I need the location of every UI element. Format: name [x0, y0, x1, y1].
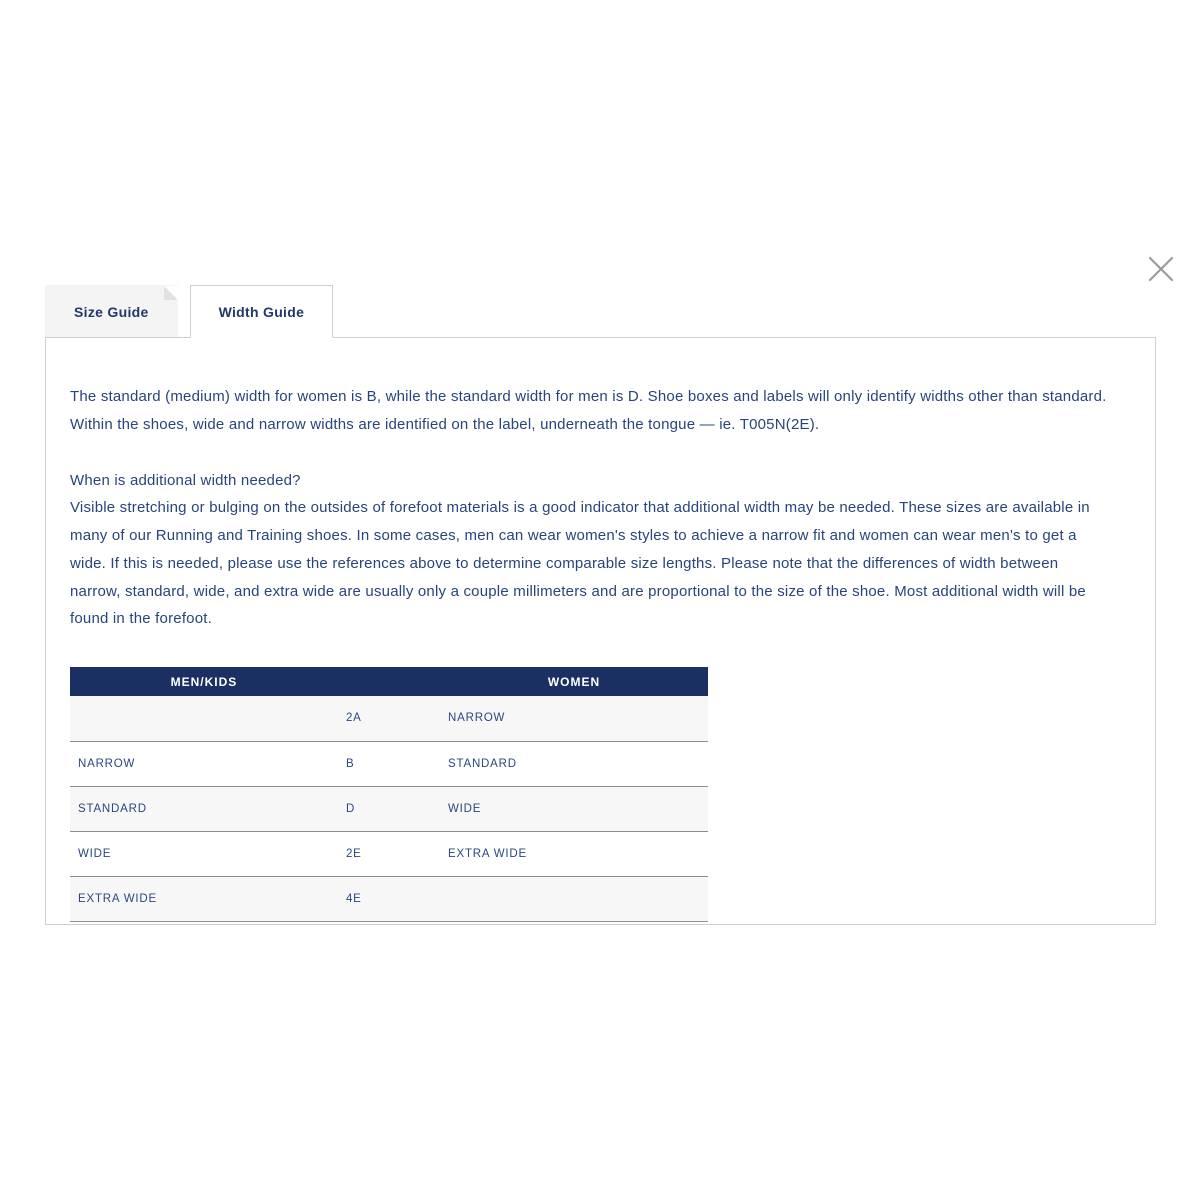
cell-code: B	[338, 741, 440, 786]
cell-code: 2A	[338, 696, 440, 741]
table-row	[70, 696, 708, 741]
width-guide-panel	[45, 337, 1156, 925]
header-women: WOMEN	[440, 667, 708, 696]
guide-tabs	[45, 285, 333, 338]
cell-men: WIDE	[70, 831, 338, 876]
cell-women	[440, 876, 708, 921]
tab-width-guide-label: Width Guide	[218, 303, 305, 320]
cell-men: NARROW	[70, 741, 338, 786]
cell-women: STANDARD	[440, 741, 708, 786]
close-button[interactable]	[1143, 251, 1179, 287]
cell-code: D	[338, 786, 440, 831]
tab-size-guide[interactable]	[45, 285, 178, 338]
table-row	[70, 831, 708, 876]
header-men-kids: MEN/KIDS	[70, 667, 338, 696]
cell-women: NARROW	[440, 696, 708, 741]
table-row	[70, 741, 708, 786]
cell-men	[70, 696, 338, 741]
cell-men: STANDARD	[70, 786, 338, 831]
cell-code: 4E	[338, 876, 440, 921]
tab-width-guide[interactable]	[190, 285, 334, 338]
cell-men: EXTRA WIDE	[70, 876, 338, 921]
section-heading: When is additional width needed?	[70, 471, 301, 489]
table-row	[70, 786, 708, 831]
cell-women: WIDE	[440, 786, 708, 831]
intro-paragraph: The standard (medium) width for women is B, while the standard width for men is D. Shoe boxes and labels will only identify widths other than standard. Within the shoes, wide and narrow widths are identified on the label, underneath the tongue — ie. T005N(2E).	[70, 388, 1107, 433]
cell-code: 2E	[338, 831, 440, 876]
table-header-row	[70, 667, 708, 696]
width-conversion-table	[70, 667, 708, 922]
close-icon	[1146, 254, 1176, 284]
table-row	[70, 876, 708, 921]
cell-women: EXTRA WIDE	[440, 831, 708, 876]
section-body-paragraph: Visible stretching or bulging on the outsides of forefoot materials is a good indicator that additional width may be needed. These sizes are available in many of our Running and Training shoes. In some cases, men can wear women's styles to achieve a narrow fit and women can wear men's to get a wide. If this is needed, please use the references above to determine comparable size lengths. Please note that the differences of width between narrow, standard, wide, and extra wide are usually only a couple millimeters and are proportional to the size of the shoe. Most additional width will be found in the forefoot.	[70, 499, 1090, 628]
header-spacer	[338, 667, 440, 696]
tab-size-guide-label: Size Guide	[74, 303, 149, 320]
